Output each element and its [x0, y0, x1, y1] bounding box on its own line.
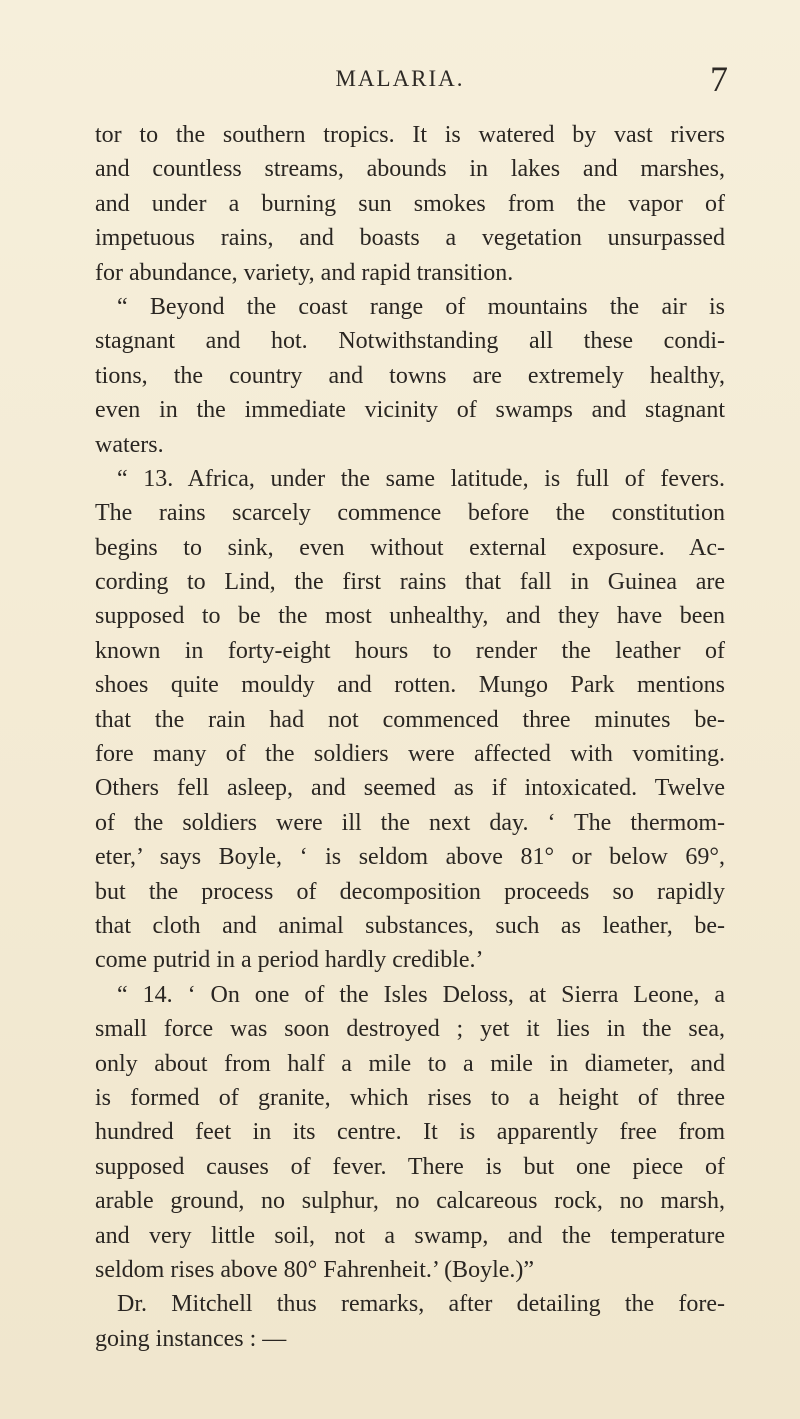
- text-line: is formed of granite, which rises to a height of three: [95, 1084, 725, 1111]
- text-line: seldom rises above 80° Fahrenheit.’ (Boyle.)”: [95, 1256, 535, 1283]
- text-line: come putrid in a period hardly credible.’: [95, 947, 484, 974]
- page-number: 7: [710, 59, 728, 99]
- text-line: begins to sink, even without external exposure. Ac-: [95, 534, 725, 561]
- body-text: [95, 118, 725, 1356]
- text-line: Dr. Mitchell thus remarks, after detailing the fore-: [117, 1291, 725, 1318]
- text-line: eter,’ says Boyle, ‘ is seldom above 81° or below 69°,: [95, 844, 725, 871]
- text-line: supposed to be the most unhealthy, and they have been: [95, 603, 725, 630]
- text-line: small force was soon destroyed ; yet it lies in the sea,: [95, 1016, 725, 1043]
- running-title: MALARIA.: [335, 66, 465, 91]
- text-line: impetuous rains, and boasts a vegetation unsurpassed: [95, 225, 725, 252]
- text-line: and countless streams, abounds in lakes and marshes,: [95, 156, 725, 183]
- running-head: [0, 59, 800, 102]
- text-line: fore many of the soldiers were affected with vomiting.: [95, 741, 725, 768]
- text-line: hundred feet in its centre. It is apparently free from: [95, 1119, 725, 1146]
- text-line: Others fell asleep, and seemed as if intoxicated. Twelve: [95, 775, 725, 802]
- text-line: and under a burning sun smokes from the vapor of: [95, 190, 725, 217]
- text-line: and very little soil, not a swamp, and the temperature: [95, 1222, 725, 1249]
- text-line: tions, the country and towns are extremely healthy,: [95, 362, 725, 389]
- text-line: “ Beyond the coast range of mountains the air is: [117, 293, 725, 320]
- text-line: known in forty-eight hours to render the leather of: [95, 637, 725, 664]
- text-line: supposed causes of fever. There is but one piece of: [95, 1153, 725, 1180]
- text-line: stagnant and hot. Notwithstanding all these condi-: [95, 328, 725, 355]
- text-line: shoes quite mouldy and rotten. Mungo Park mentions: [95, 672, 725, 699]
- text-line: arable ground, no sulphur, no calcareous rock, no marsh,: [95, 1188, 725, 1215]
- text-line: cording to Lind, the first rains that fall in Guinea are: [95, 569, 725, 596]
- text-line: going instances : —: [95, 1325, 287, 1352]
- text-line: that cloth and animal substances, such as leather, be-: [95, 912, 725, 939]
- text-line: only about from half a mile to a mile in diameter, and: [95, 1050, 725, 1077]
- text-line: “ 13. Africa, under the same latitude, is full of fevers.: [117, 465, 725, 492]
- text-line: for abundance, variety, and rapid transition.: [95, 259, 514, 286]
- text-line: even in the immediate vicinity of swamps and stagnant: [95, 397, 725, 424]
- text-line: tor to the southern tropics. It is watered by vast rivers: [95, 122, 725, 148]
- text-line: but the process of decomposition proceeds so rapidly: [95, 878, 725, 905]
- text-line: “ 14. ‘ On one of the Isles Deloss, at Sierra Leone, a: [117, 981, 725, 1008]
- text-line: The rains scarcely commence before the constitution: [95, 500, 725, 527]
- text-line: of the soldiers were ill the next day. ‘ The thermom-: [95, 809, 725, 836]
- text-line: waters.: [95, 431, 164, 458]
- text-line: that the rain had not commenced three minutes be-: [95, 706, 725, 733]
